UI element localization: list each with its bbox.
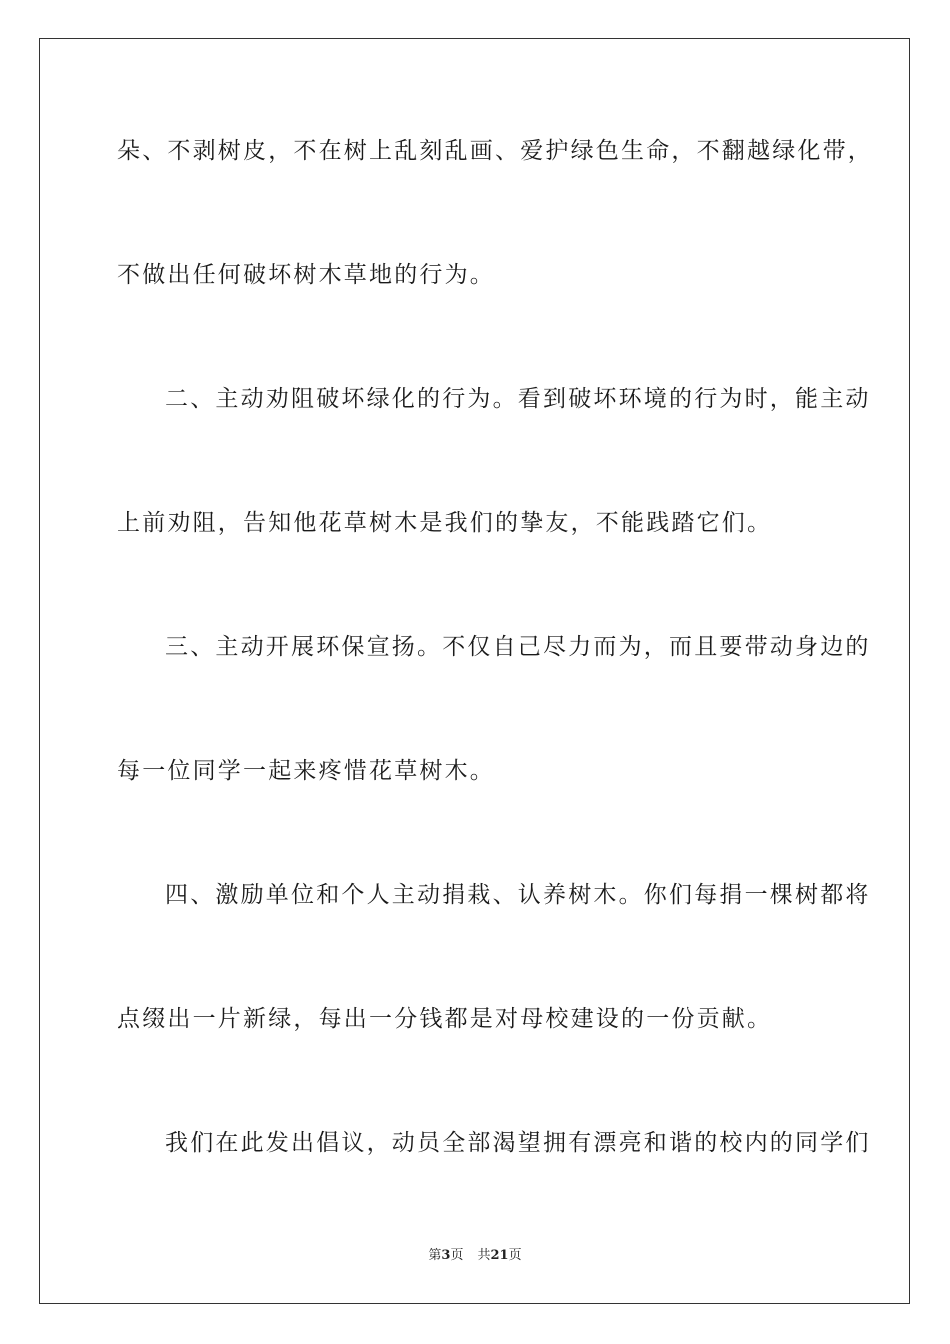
paragraph-start-line: 二、主动劝阻破坏绿化的行为。看到破坏环境的行为时，能主动 [165, 386, 871, 412]
total-label-suffix: 页 [508, 1248, 522, 1263]
text-line: 点缀出一片新绿，每出一分钱都是对母校建设的一份贡献。 [117, 1006, 773, 1032]
page-label-suffix: 页 [450, 1248, 464, 1263]
page-label-prefix: 第 [428, 1248, 442, 1263]
page-border [39, 38, 910, 1304]
text-line: 不做出任何破坏树木草地的行为。 [117, 262, 495, 288]
page-footer [0, 1247, 950, 1265]
paragraph-start-line: 我们在此发出倡议，动员全部渴望拥有漂亮和谐的校内的同学们 [165, 1130, 871, 1156]
text-line: 每一位同学一起来疼惜花草树木。 [117, 758, 495, 784]
paragraph-start-line: 四、激励单位和个人主动捐栽、认养树木。你们每捐一棵树都将 [165, 882, 871, 908]
text-line: 上前劝阻，告知他花草树木是我们的挚友，不能践踏它们。 [117, 510, 773, 536]
current-page-number: 3 [441, 1248, 451, 1263]
total-pages-number: 21 [490, 1248, 509, 1263]
text-line: 朵、不剥树皮，不在树上乱刻乱画、爱护绿色生命，不翻越绿化带， [117, 138, 873, 164]
paragraph-start-line: 三、主动开展环保宣扬。不仅自己尽力而为，而且要带动身边的 [165, 634, 871, 660]
total-label-prefix: 共 [477, 1248, 491, 1263]
